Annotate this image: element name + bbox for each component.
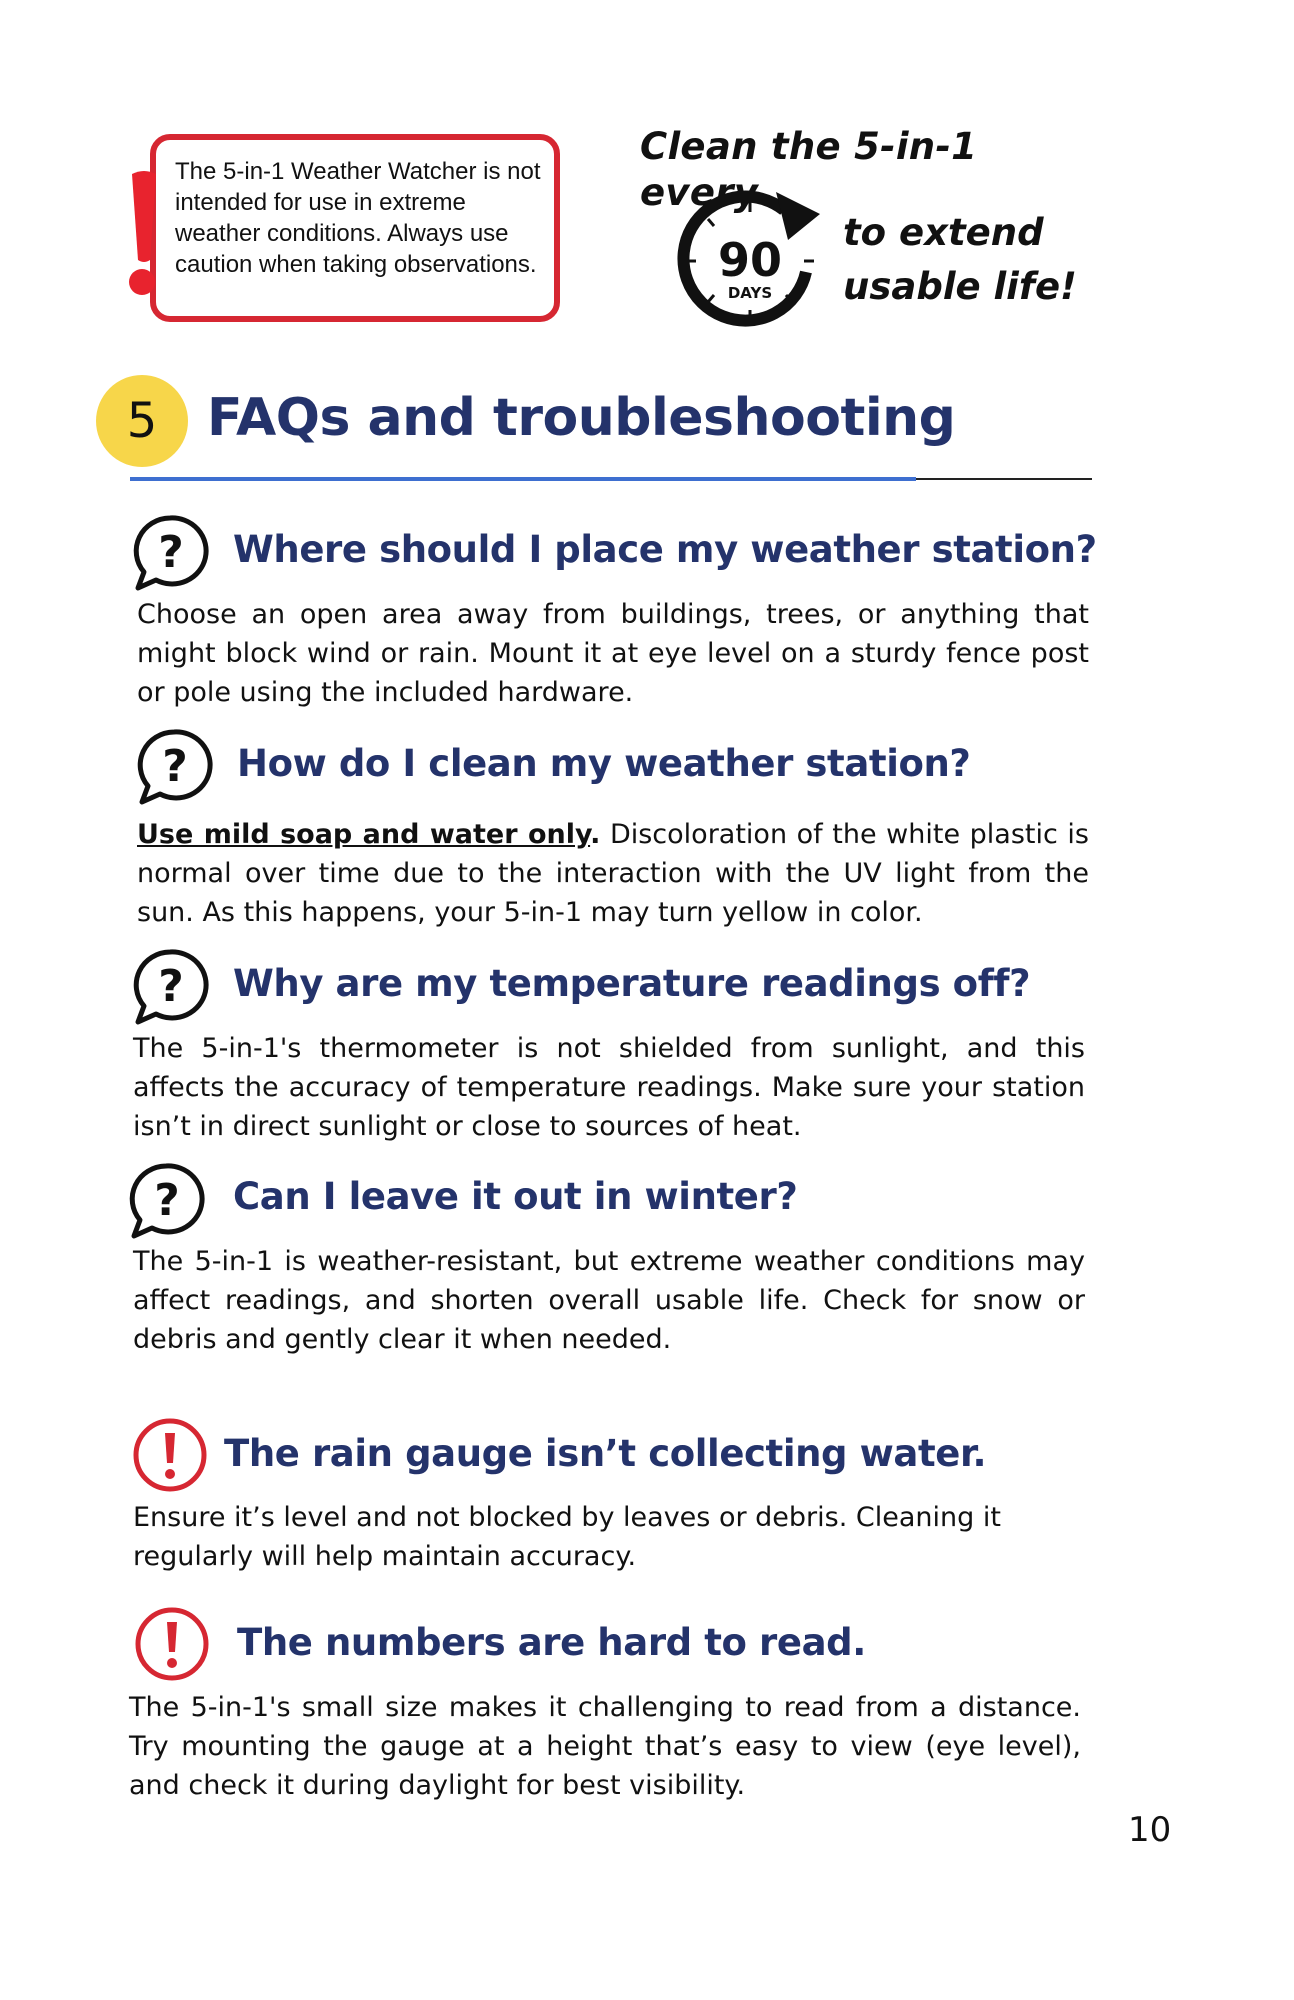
svg-text:?: ? — [158, 961, 184, 1012]
trouble-text-1: Ensure it’s level and not blocked by leaves or debris. Cleaning it regularly will help maintain accuracy. — [133, 1502, 1001, 1572]
timer-90-days-icon — [676, 180, 826, 335]
faq-answer-1: Choose an open area away from buildings, trees, or anything that might block wind or rain. Mount it at eye level on a sturdy fence post or pole using the included hardware. — [137, 599, 1089, 708]
timer-unit: DAYS — [727, 284, 773, 302]
trouble-text-2: The 5-in-1's small size makes it challenging to read from a distance. Try mounting the gauge at a height that’s easy to view (eye level), and check it during daylight for best visibility. — [129, 1692, 1081, 1801]
section-divider-tail — [916, 478, 1092, 480]
trouble-heading-1: The rain gauge isn’t collecting water. — [224, 1432, 987, 1475]
svg-text:?: ? — [154, 1175, 180, 1226]
question-bubble-icon — [134, 726, 214, 808]
warning-text: The 5-in-1 Weather Watcher is not intended for use in extreme weather conditions. Always use caution when taking observations. — [175, 158, 541, 278]
faq-answer-4: The 5-in-1 is weather-resistant, but extreme weather conditions may affect readings, and shorten overall usable life. Check for snow or debris and gently clear it when needed. — [133, 1246, 1085, 1355]
exclamation-circle-icon — [134, 1606, 210, 1682]
clean-callout-line3: usable life! — [843, 265, 1077, 308]
faq-answer-2-body: Discoloration of the white plastic is normal over time due to the interaction with the UV light from the sun. As this happens, your 5-in-1 may turn yellow in color. — [137, 819, 1089, 928]
question-bubble-icon — [130, 512, 210, 594]
section-title: FAQs and troubleshooting — [207, 388, 956, 448]
exclamation-icon — [124, 168, 164, 298]
faq-question-4: Can I leave it out in winter? — [233, 1175, 798, 1218]
faq-question-1: Where should I place my weather station? — [233, 528, 1097, 571]
question-bubble-icon — [130, 946, 210, 1028]
faq-question-2: How do I clean my weather station? — [237, 742, 971, 785]
section-number: 5 — [96, 375, 188, 467]
faq-answer-2-lead: Use mild soap and water only — [137, 819, 591, 850]
svg-text:?: ? — [158, 527, 184, 578]
svg-text:?: ? — [162, 741, 188, 792]
faq-answer-2 — [137, 815, 1089, 932]
section-divider — [130, 477, 916, 481]
faq-question-3: Why are my temperature readings off? — [233, 962, 1031, 1005]
clean-callout-line2: to extend — [843, 211, 1044, 254]
question-bubble-icon — [126, 1160, 206, 1242]
faq-answer-3: The 5-in-1's thermometer is not shielded from sunlight, and this affects the accuracy of temperature readings. Make sure your station isn’t in direct sunlight or close to sources of heat. — [133, 1033, 1085, 1142]
trouble-heading-2: The numbers are hard to read. — [237, 1621, 866, 1664]
exclamation-circle-icon — [132, 1417, 208, 1493]
faq-answer-2-lead-punct: . — [590, 819, 601, 850]
timer-number: 90 — [717, 233, 783, 287]
clean-callout-rest — [843, 206, 1103, 314]
page-number: 10 — [1128, 1810, 1172, 1850]
clean-callout-line1: Clean the 5-in-1 every — [640, 125, 978, 214]
